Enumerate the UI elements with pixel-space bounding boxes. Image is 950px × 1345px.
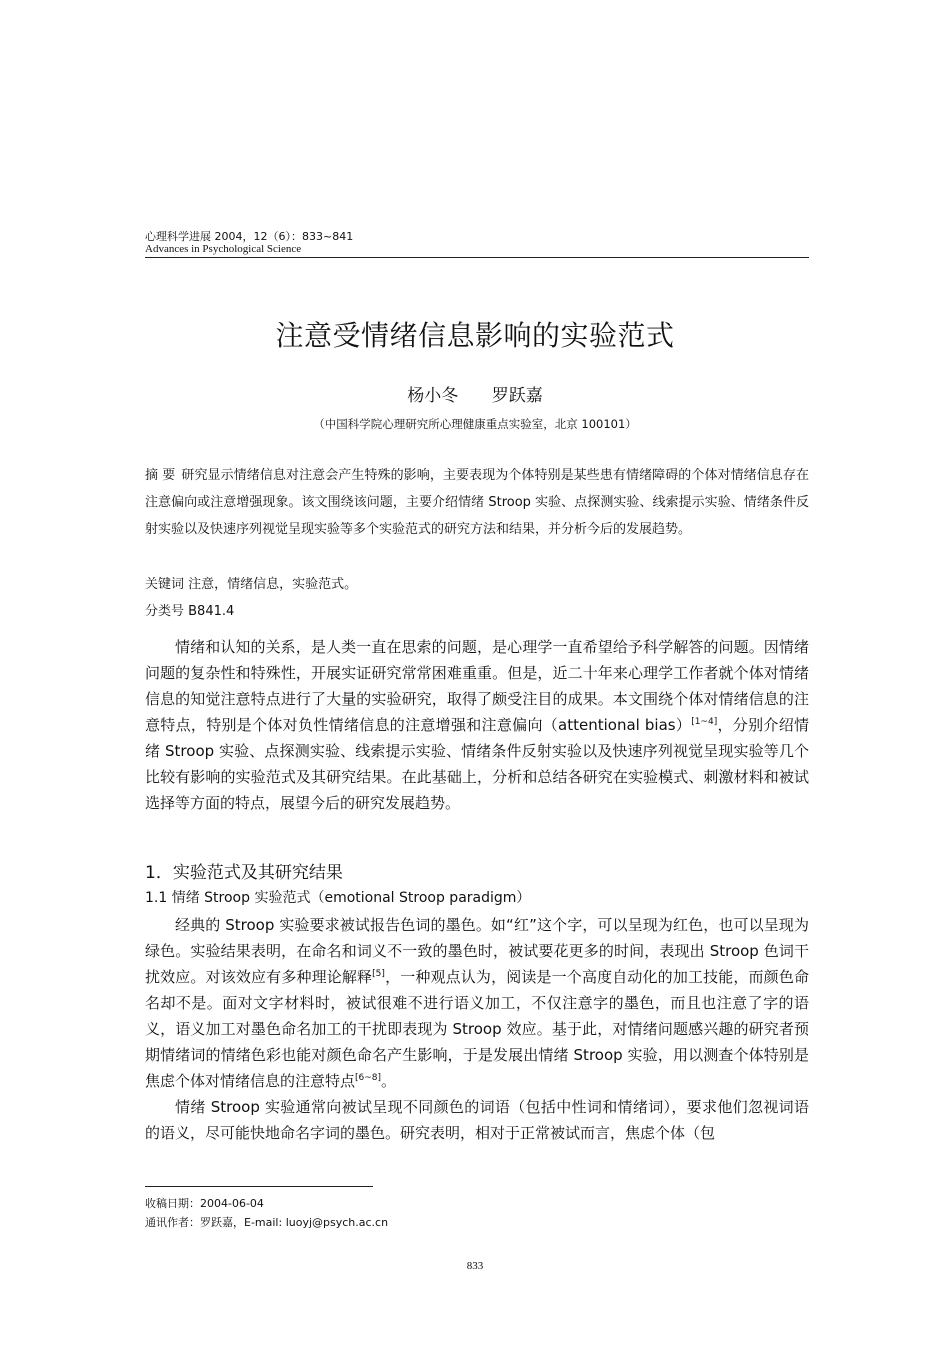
author-name: 杨小冬 (407, 386, 459, 406)
footnote-rule (145, 1186, 373, 1187)
corresponding-author: 通讯作者：罗跃嘉，E-mail: luoyj@psych.ac.cn (145, 1216, 389, 1229)
affiliation: （中国科学院心理研究所心理健康重点实验室，北京 100101） (313, 417, 637, 431)
body-paragraphs (145, 912, 809, 1146)
paragraph-text-cont: ，一种观点认为，阅读是一个高度自动化的加工技能，而颜色命名却不是。面对文字材料时，被试很难不进行语义加工，不仅注意字的墨色，而且也注意了字的语义，语义加工对墨色命名加工的干扰即表现为 Stroop 效应。基于此，对情绪问题感兴趣的研究者预期情绪词的情绪色彩也能对颜色命名产生影响，于是发展出情绪 Stroop 实验，用以测查个体特别是焦虑个体对情绪信息的注意特点 (145, 968, 809, 1090)
paragraph-end: 。 (381, 1072, 397, 1090)
journal-english-name: Advances in Psychological Science (145, 243, 302, 255)
intro-text: 情绪和认知的关系，是人类一直在思索的问题，是心理学一直希望给予科学解答的问题。因情绪问题的复杂性和特殊性，开展实证研究常常困难重重。但是，近二十年来心理学工作者就个体对情绪信息的知觉注意特点进行了大量的实验研究，取得了颇受注目的成果。本文围绕个体对情绪信息的注意特点，特别是个体对负性情绪信息的注意增强和注意偏向（attentional bias） (145, 638, 809, 734)
citation-ref: [6~8] (355, 1073, 382, 1083)
author-name: 罗跃嘉 (491, 386, 543, 406)
received-date: 收稿日期：2004-06-04 (145, 1197, 264, 1210)
article-title: 注意受情绪信息影响的实验范式 (275, 319, 675, 352)
paragraph-text: 经典的 Stroop 实验要求被试报告色词的墨色。如“红”这个字，可以呈现为红色，也可以呈现为绿色。实验结果表明，在命名和词义不一致的墨色时，被试要花更多的时间，表现出 Stroop 色词干扰效应。对该效应有多种理论解释 (145, 916, 809, 986)
keywords: 关键词 注意，情绪信息，实验范式。 (145, 577, 358, 592)
citation-ref: [1~4] (691, 717, 718, 727)
intro-paragraph (145, 634, 809, 816)
citation-ref: [5] (372, 969, 385, 979)
paragraph-text: 情绪 Stroop 实验通常向被试呈现不同颜色的词语（包括中性词和情绪词），要求他们忽视词语的语义，尽可能快地命名字词的墨色。研究表明，相对于正常被试而言，焦虑个体（包 (145, 1098, 809, 1142)
page-number: 833 (466, 1260, 484, 1272)
abstract-text: 研究显示情绪信息对注意会产生特殊的影响，主要表现为个体特别是某些患有情绪障碍的个体对情绪信息存在注意偏向或注意增强现象。该文围绕该问题，主要介绍情绪 Stroop 实验、点探测实验、线索提示实验、情绪条件反射实验以及快速序列视觉呈现实验等多个实验范式的研究方法和结果，并分析今后的发展趋势。 (145, 468, 809, 537)
subsection-heading: 1.1 情绪 Stroop 实验范式（emotional Stroop paradigm） (145, 890, 531, 906)
abstract (145, 462, 809, 543)
section-heading: 1．实验范式及其研究结果 (145, 863, 343, 883)
journal-citation: 心理科学进展 2004，12（6）：833~841 (145, 230, 354, 243)
classification-number: 分类号 B841.4 (145, 604, 235, 619)
abstract-label: 摘 要 (145, 468, 176, 483)
intro-text-cont: ，分别介绍情绪 Stroop 实验、点探测实验、线索提示实验、情绪条件反射实验以及快速序列视觉呈现实验等几个比较有影响的实验范式及其研究结果。在此基础上，分析和总结各研究在实验模式、刺激材料和被试选择等方面的特点，展望今后的研究发展趋势。 (145, 716, 809, 812)
header-rule (145, 257, 809, 258)
author-list (0, 381, 950, 406)
